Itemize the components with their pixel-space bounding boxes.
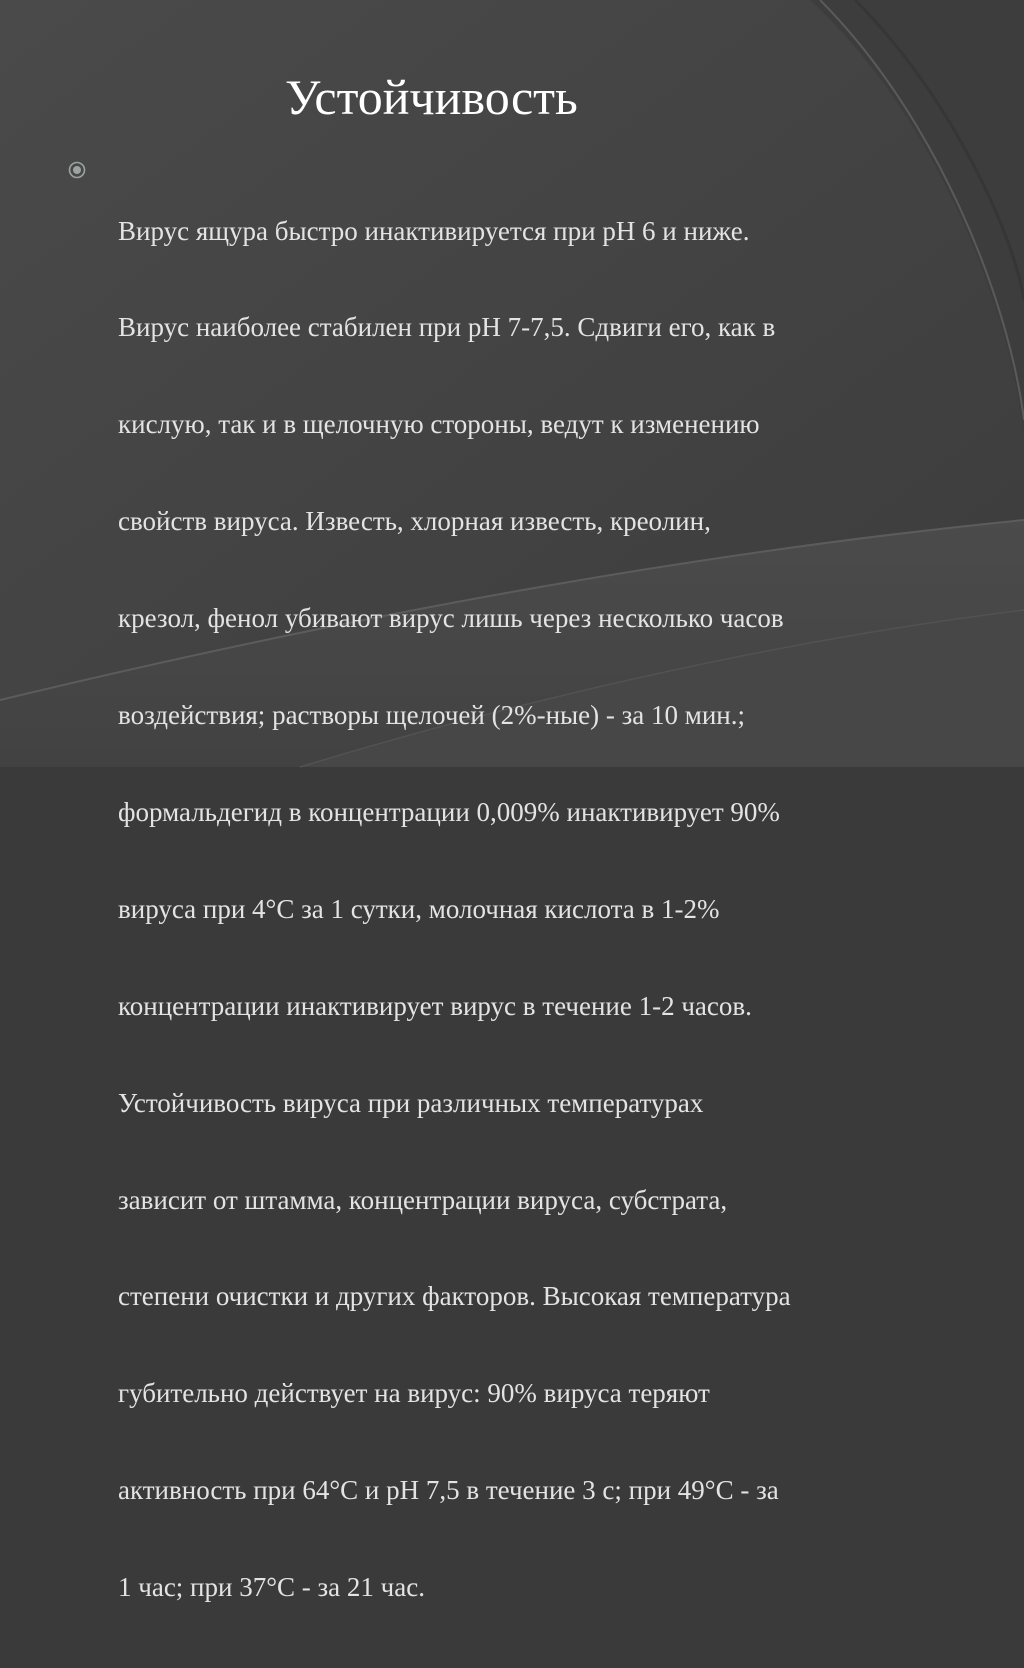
circle-bullet-icon bbox=[68, 161, 86, 179]
body-line: кислую, так и в щелочную стороны, ведут к изменению bbox=[118, 409, 760, 440]
body-line: свойств вируса. Известь, хлорная известь, креолин, bbox=[118, 506, 711, 537]
body-line: воздействия; растворы щелочей (2%-ные) - за 10 мин.; bbox=[118, 700, 746, 731]
body-line: степени очистки и других факторов. Высокая температура bbox=[118, 1281, 791, 1312]
body-line: формальдегид в концентрации 0,009% инактивирует 90% bbox=[118, 796, 780, 827]
body-line: концентрации инактивирует вирус в течение 1-2 часов. bbox=[118, 990, 752, 1021]
body-line: Устойчивость вируса при различных температурах bbox=[118, 1087, 704, 1118]
body-line: Вирус ящура быстро инактивируется при рН 6 и ниже. bbox=[118, 215, 750, 246]
body-line: крезол, фенол убивают вирус лишь через несколько часов bbox=[118, 603, 784, 634]
body-paragraph bbox=[118, 150, 978, 1668]
body-line: зависит от штамма, концентрации вируса, субстрата, bbox=[118, 1184, 728, 1215]
body-line: 1 час; при 37°С - за 21 час. bbox=[118, 1572, 425, 1603]
body-line: вируса при 4°С за 1 сутки, молочная кислота в 1-2% bbox=[118, 893, 720, 924]
body-line: губительно действует на вирус: 90% вируса теряют bbox=[118, 1378, 710, 1409]
body-line: активность при 64°С и рН 7,5 в течение 3 с; при 49°С - за bbox=[118, 1475, 779, 1506]
slide-title: Устойчивость bbox=[285, 69, 578, 125]
body-line: Вирус наиболее стабилен при рН 7-7,5. Сдвиги его, как в bbox=[118, 312, 776, 343]
